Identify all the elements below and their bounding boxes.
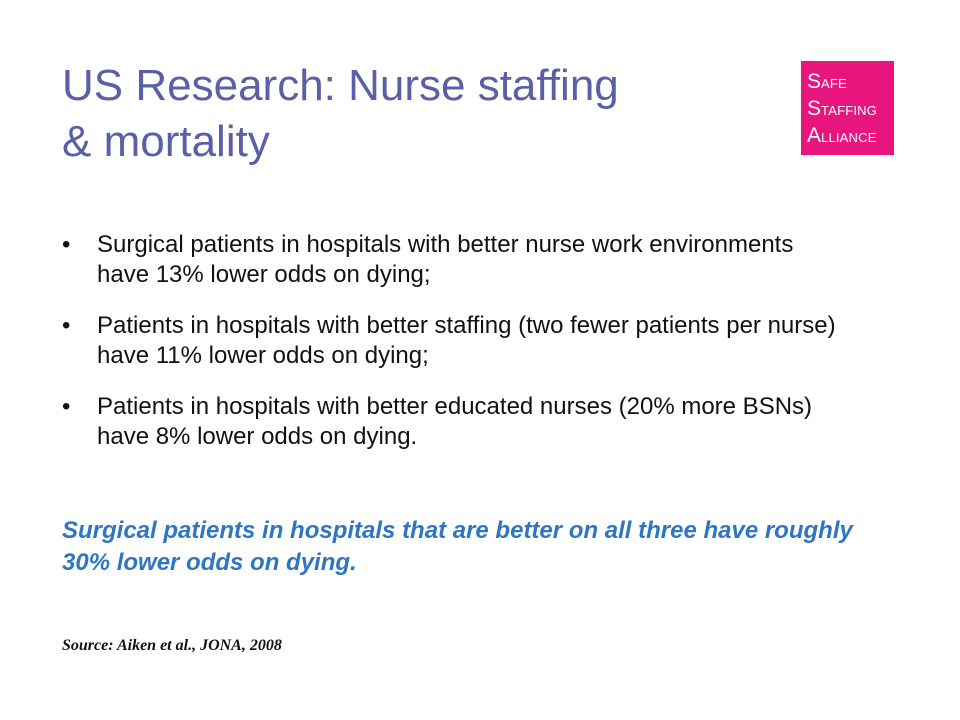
source-citation: Source: Aiken et al., JONA, 2008 <box>62 637 282 654</box>
bullet-marker: • <box>62 231 71 258</box>
key-finding-text: Surgical patients in hospitals that are better on all three have roughly 30% lower odds on dying. <box>62 517 853 576</box>
bullet-item <box>62 392 842 452</box>
bullet-text: Surgical patients in hospitals with better nurse work environments have 13% lower odds on dying; <box>97 231 794 288</box>
bullet-item <box>62 230 842 290</box>
slide-title-line-1: US Research: Nurse staffing <box>62 61 619 110</box>
bullet-text: Patients in hospitals with better staffing (two fewer patients per nurse) have 11% lower odds on dying; <box>97 312 836 369</box>
logo-line-2-cap: S <box>807 97 822 120</box>
logo-line-1-rest: AFE <box>821 76 847 91</box>
logo-line-staffing <box>807 95 894 122</box>
logo-line-1-cap: S <box>807 70 822 93</box>
bullet-marker: • <box>62 393 71 420</box>
safe-staffing-alliance-logo <box>801 61 894 155</box>
logo-line-safe <box>807 68 894 95</box>
bullet-list <box>62 230 842 473</box>
bullet-item <box>62 311 842 371</box>
logo-line-2-rest: TAFFING <box>821 103 878 118</box>
logo-line-alliance <box>807 122 894 149</box>
bullet-marker: • <box>62 312 71 339</box>
logo-line-3-cap: A <box>807 124 822 147</box>
slide-title-line-2: & mortality <box>62 117 270 166</box>
bullet-text: Patients in hospitals with better educated nurses (20% more BSNs) have 8% lower odds on dying. <box>97 393 813 450</box>
logo-line-3-rest: LLIANCE <box>821 130 877 145</box>
slide-title <box>62 58 762 170</box>
